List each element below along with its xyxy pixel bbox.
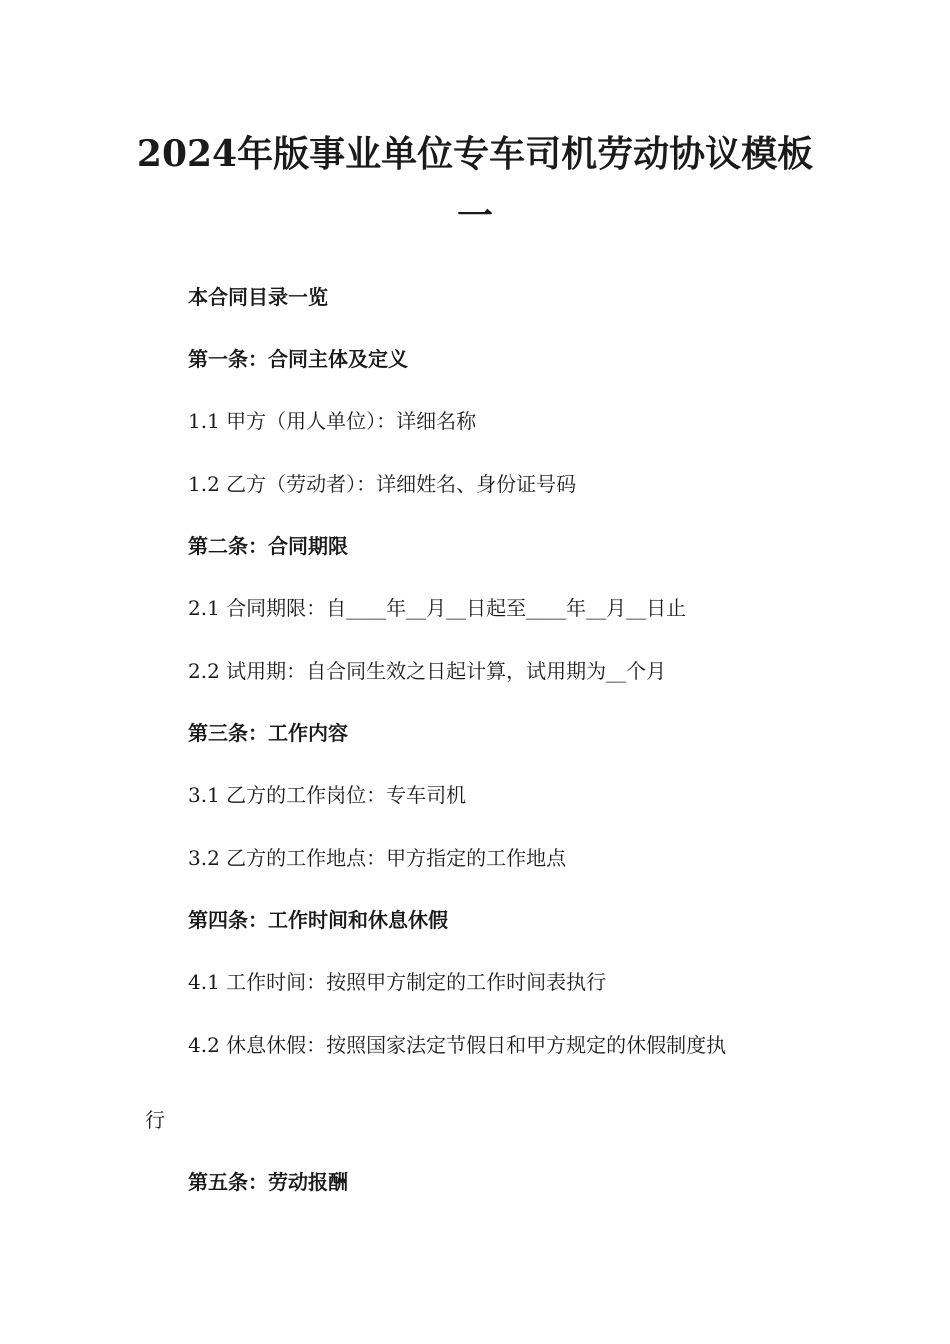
clause-1-1: 1.1 甲方（用人单位）：详细名称 [188,409,477,433]
clause-4-1: 4.1 工作时间：按照甲方制定的工作时间表执行 [188,970,607,994]
clause-4-2: 4.2 休息休假：按照国家法定节假日和甲方规定的休假制度执 [188,1033,727,1057]
article-5-heading: 第五条：劳动报酬 [188,1170,348,1194]
document-title-line-2: 一 [456,195,493,237]
clause-3-1: 3.1 乙方的工作岗位：专车司机 [188,783,467,807]
clause-1-2: 1.2 乙方（劳动者）：详细姓名、身份证号码 [188,472,577,496]
toc-heading: 本合同目录一览 [188,285,328,309]
article-3-heading: 第三条：工作内容 [188,721,348,745]
document-title-line-1: 2024年版事业单位专车司机劳动协议模板 [136,133,814,175]
clause-3-2: 3.2 乙方的工作地点：甲方指定的工作地点 [188,846,567,870]
article-1-heading: 第一条：合同主体及定义 [188,347,408,371]
article-2-heading: 第二条：合同期限 [188,534,348,558]
article-4-heading: 第四条：工作时间和休息休假 [188,908,448,932]
clause-2-1: 2.1 合同期限：自____年__月__日起至____年__月__日止 [188,596,687,620]
clause-4-2-continuation: 行 [145,1108,165,1132]
clause-2-2: 2.2 试用期：自合同生效之日起计算，试用期为__个月 [188,659,667,683]
